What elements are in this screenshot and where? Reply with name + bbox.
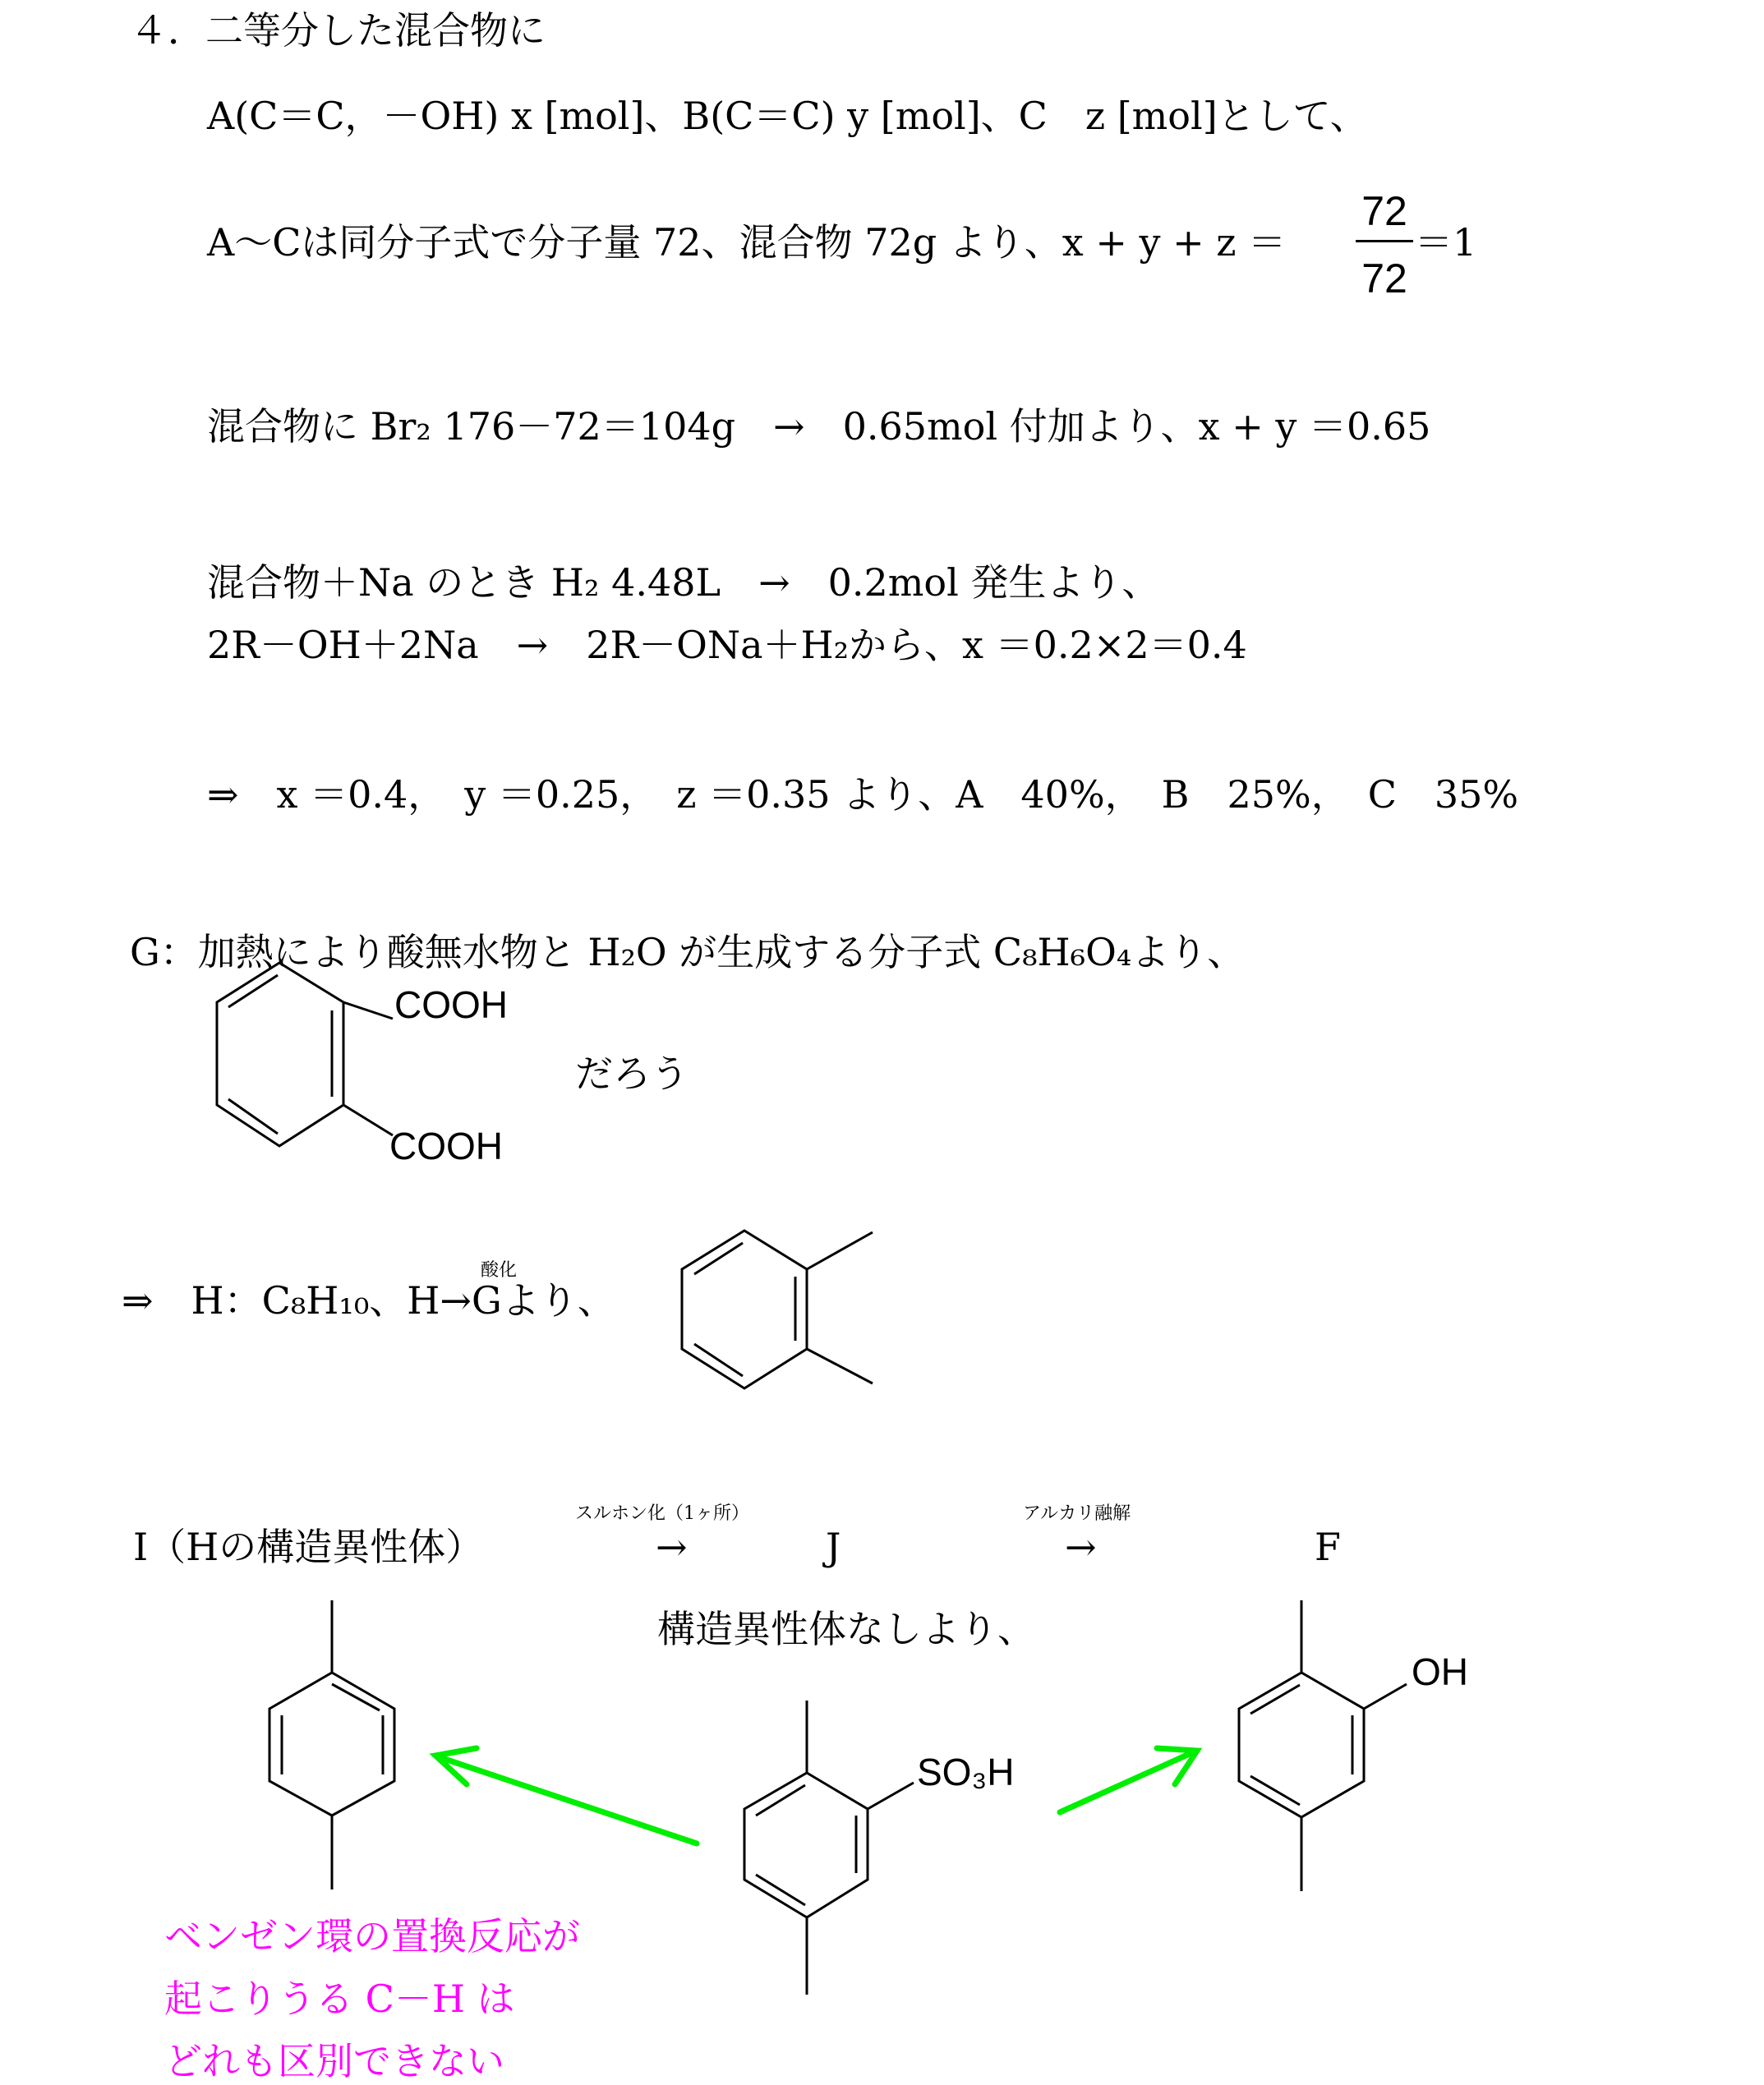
compound-g-line: G：加熱により酸無水物と H₂O が生成する分子式 C₈H₆O₄より、 [130, 930, 1246, 974]
result-line: ⇒ x ＝0.4， y ＝0.25， z ＝0.35 より、A 40%， B 25%， C 35% [207, 772, 1519, 817]
compound-j-label: J [826, 1525, 841, 1569]
fraction-denominator: 72 [1361, 255, 1407, 301]
heading-line: ４．二等分した混合物に [130, 8, 546, 53]
fraction-result: ＝1 [1415, 220, 1477, 265]
cooh-bottom-label: COOH [389, 1125, 503, 1167]
alcohol-equation-line: 2R－OH＋2Na → 2R－ONa＋H₂から、x ＝0.2×2＝0.4 [207, 623, 1247, 667]
compound-i-label: I（Hの構造異性体） [133, 1525, 484, 1569]
compound-h-line: ⇒ H：C₈H₁₀、H→Gより、 [122, 1278, 615, 1323]
bromine-addition-line: 混合物に Br₂ 176－72＝104g → 0.65mol 付加より、x + y ＝0.65 [207, 404, 1431, 449]
mixture-definition-line: A(C＝C，－OH) x [mol]、B(C＝C) y [mol]、C z [mol]として、 [207, 94, 1368, 138]
reaction-arrow-1: → [656, 1525, 688, 1569]
molecular-weight-line: A～Cは同分子式で分子量 72、混合物 72g より、x + y + z ＝ [207, 220, 1287, 265]
reaction-arrow-2: → [1065, 1525, 1097, 1569]
p-xylene-structure [269, 1600, 394, 1889]
note-line-2: 起こりうる C－H は [164, 1977, 515, 2021]
xylenesulfonic-acid-structure [744, 1701, 914, 1995]
green-arrow-right [1060, 1748, 1197, 1812]
sulfonation-label: スルホン化（1ヶ所） [575, 1503, 749, 1524]
darou-text: だろう [575, 1052, 689, 1096]
oxidation-label: 酸化 [481, 1260, 518, 1281]
sodium-reaction-line: 混合物＋Na のとき H₂ 4.48L → 0.2mol 発生より、 [207, 560, 1160, 605]
note-line-1: ベンゼン環の置換反応が [164, 1914, 580, 1958]
alkali-fusion-label: アルカリ融解 [1023, 1503, 1131, 1524]
dimethylphenol-structure [1239, 1600, 1407, 1891]
compound-f-label: F [1315, 1525, 1341, 1569]
no-isomer-text: 構造異性体なしより、 [657, 1607, 1035, 1651]
so3h-label: SO₃H [917, 1751, 1015, 1793]
fraction-numerator: 72 [1361, 188, 1407, 234]
o-xylene-structure [682, 1231, 873, 1388]
note-line-3: どれも区別できない [164, 2039, 504, 2083]
oh-label: OH [1412, 1650, 1468, 1693]
cooh-top-label: COOH [394, 983, 508, 1026]
phthalic-acid-structure [217, 963, 393, 1146]
green-arrow-left [435, 1748, 697, 1843]
